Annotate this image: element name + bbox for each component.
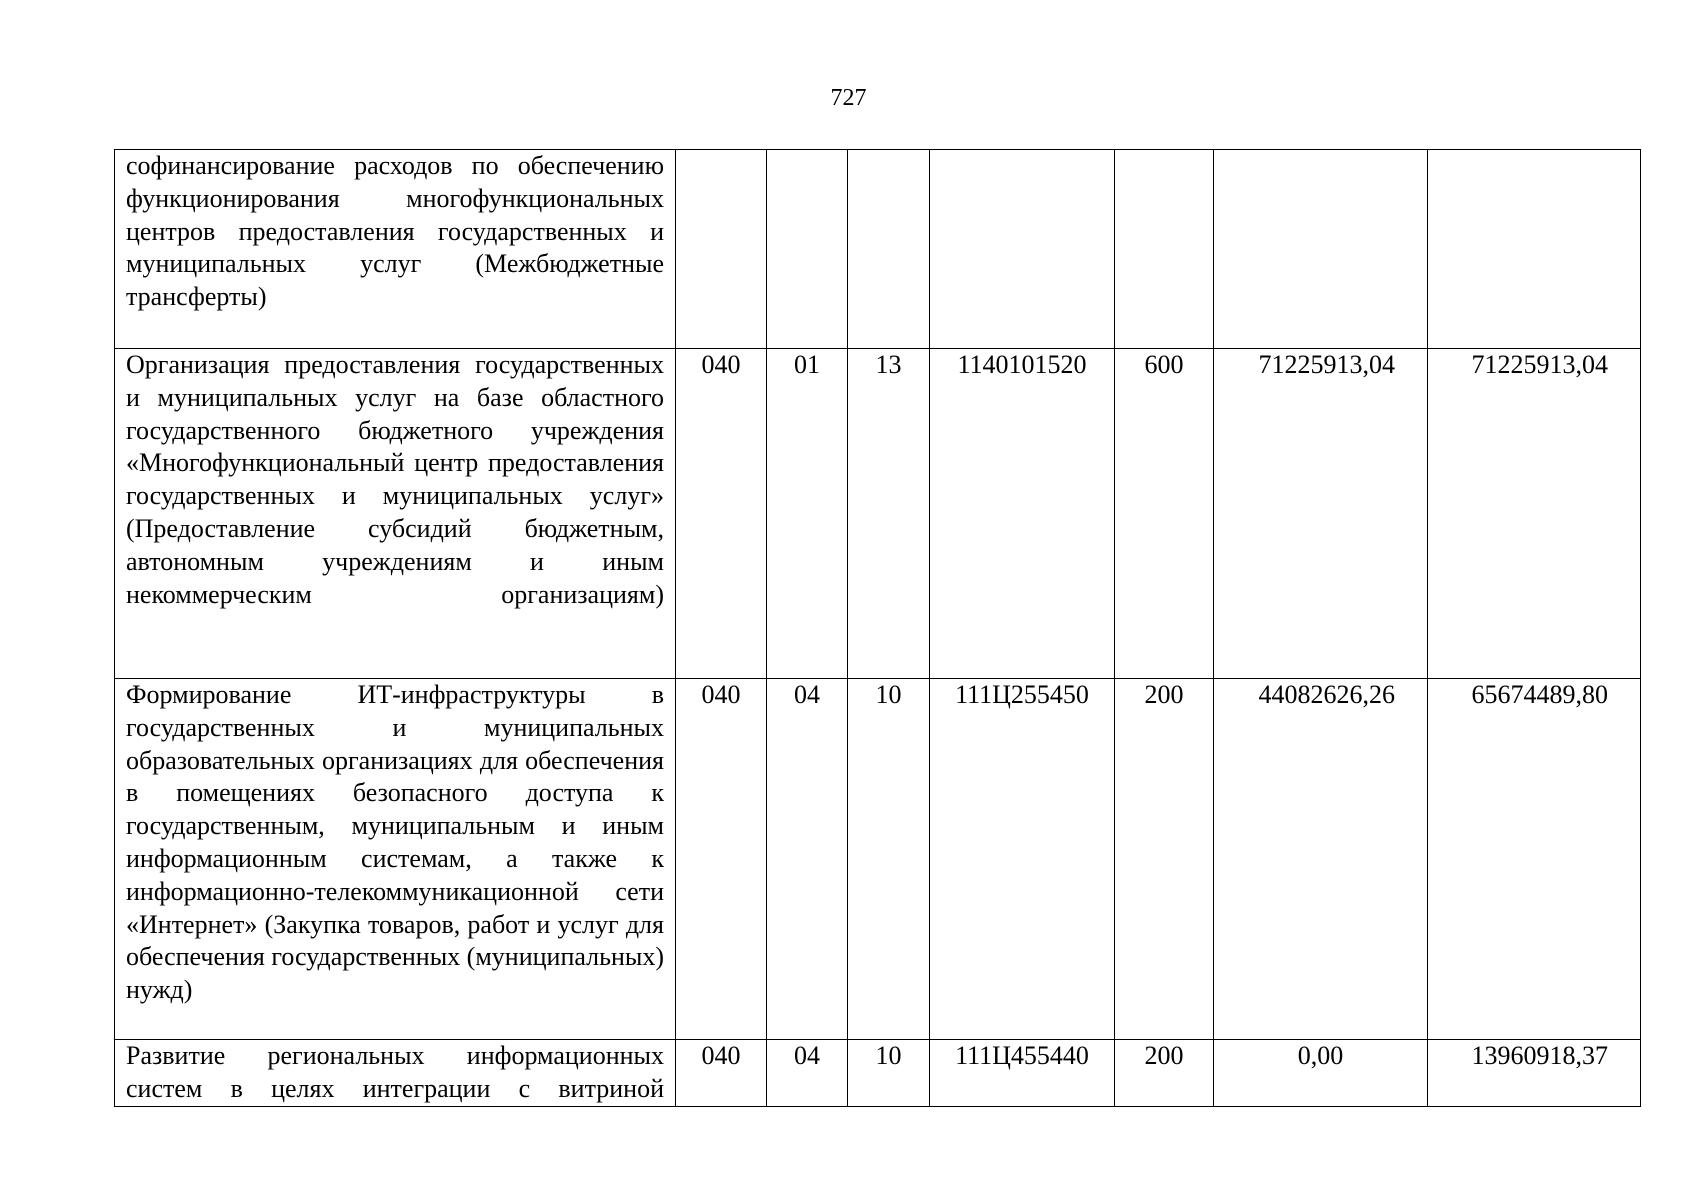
section-code-cell [767,150,848,349]
expense-type-cell: 200 [1115,1040,1214,1107]
target-article-cell [930,150,1115,349]
ministry-code-cell: 040 [676,679,767,1040]
ministry-code-cell: 040 [676,1040,767,1107]
amount-1-cell: 71225913,04 [1214,349,1428,679]
expense-type-cell [1115,150,1214,349]
amount-2-cell: 71225913,04 [1428,349,1641,679]
page-number: 727 [830,85,867,111]
subsection-code-cell: 10 [848,679,930,1040]
section-code-cell: 01 [767,349,848,679]
row-description: Формирование ИТ-инфраструктуры в государственных и муниципальных образовательных организациях для обеспечения в помещениях безопасного доступа к государственным, муниципальным и иным информационным системам, а также к информационно-телекоммуникационной сети «Интернет» (Закупка товаров, работ и услуг для обеспечения государственных (муниципальных) нужд) [115,679,676,1040]
row-description: Организация предоставления государственных и муниципальных услуг на базе областного государственного бюджетного учреждения «Многофункциональный центр предоставления государственных и муниципальных услуг» (Предоставление субсидий бюджетным, автономным учреждениям и иным некоммерческим организациям) [115,349,676,679]
amount-2-cell: 65674489,80 [1428,679,1641,1040]
section-code-cell: 04 [767,1040,848,1107]
subsection-code-cell: 13 [848,349,930,679]
table-row [115,1040,1641,1107]
subsection-code-cell: 10 [848,1040,930,1107]
amount-2-cell: 13960918,37 [1428,1040,1641,1107]
ministry-code-cell: 040 [676,349,767,679]
table-row [115,150,1641,349]
target-article-cell: 111Ц255450 [930,679,1115,1040]
ministry-code-cell [676,150,767,349]
amount-1-cell: 44082626,26 [1214,679,1428,1040]
table-row [115,679,1641,1040]
subsection-code-cell [848,150,930,349]
row-description: софинансирование расходов по обеспечению функционирования многофункциональных центров предоставления государственных и муниципальных услуг (Межбюджетные трансферты) [115,150,676,349]
expense-type-cell: 200 [1115,679,1214,1040]
amount-1-cell [1214,150,1428,349]
row-description: Развитие региональных информационных систем в целях интеграции с витриной [115,1040,676,1107]
amount-2-cell [1428,150,1641,349]
table-row [115,349,1641,679]
target-article-cell: 1140101520 [930,349,1115,679]
expense-type-cell: 600 [1115,349,1214,679]
target-article-cell: 111Ц455440 [930,1040,1115,1107]
amount-1-cell: 0,00 [1214,1040,1428,1107]
budget-table [114,149,1641,1107]
section-code-cell: 04 [767,679,848,1040]
